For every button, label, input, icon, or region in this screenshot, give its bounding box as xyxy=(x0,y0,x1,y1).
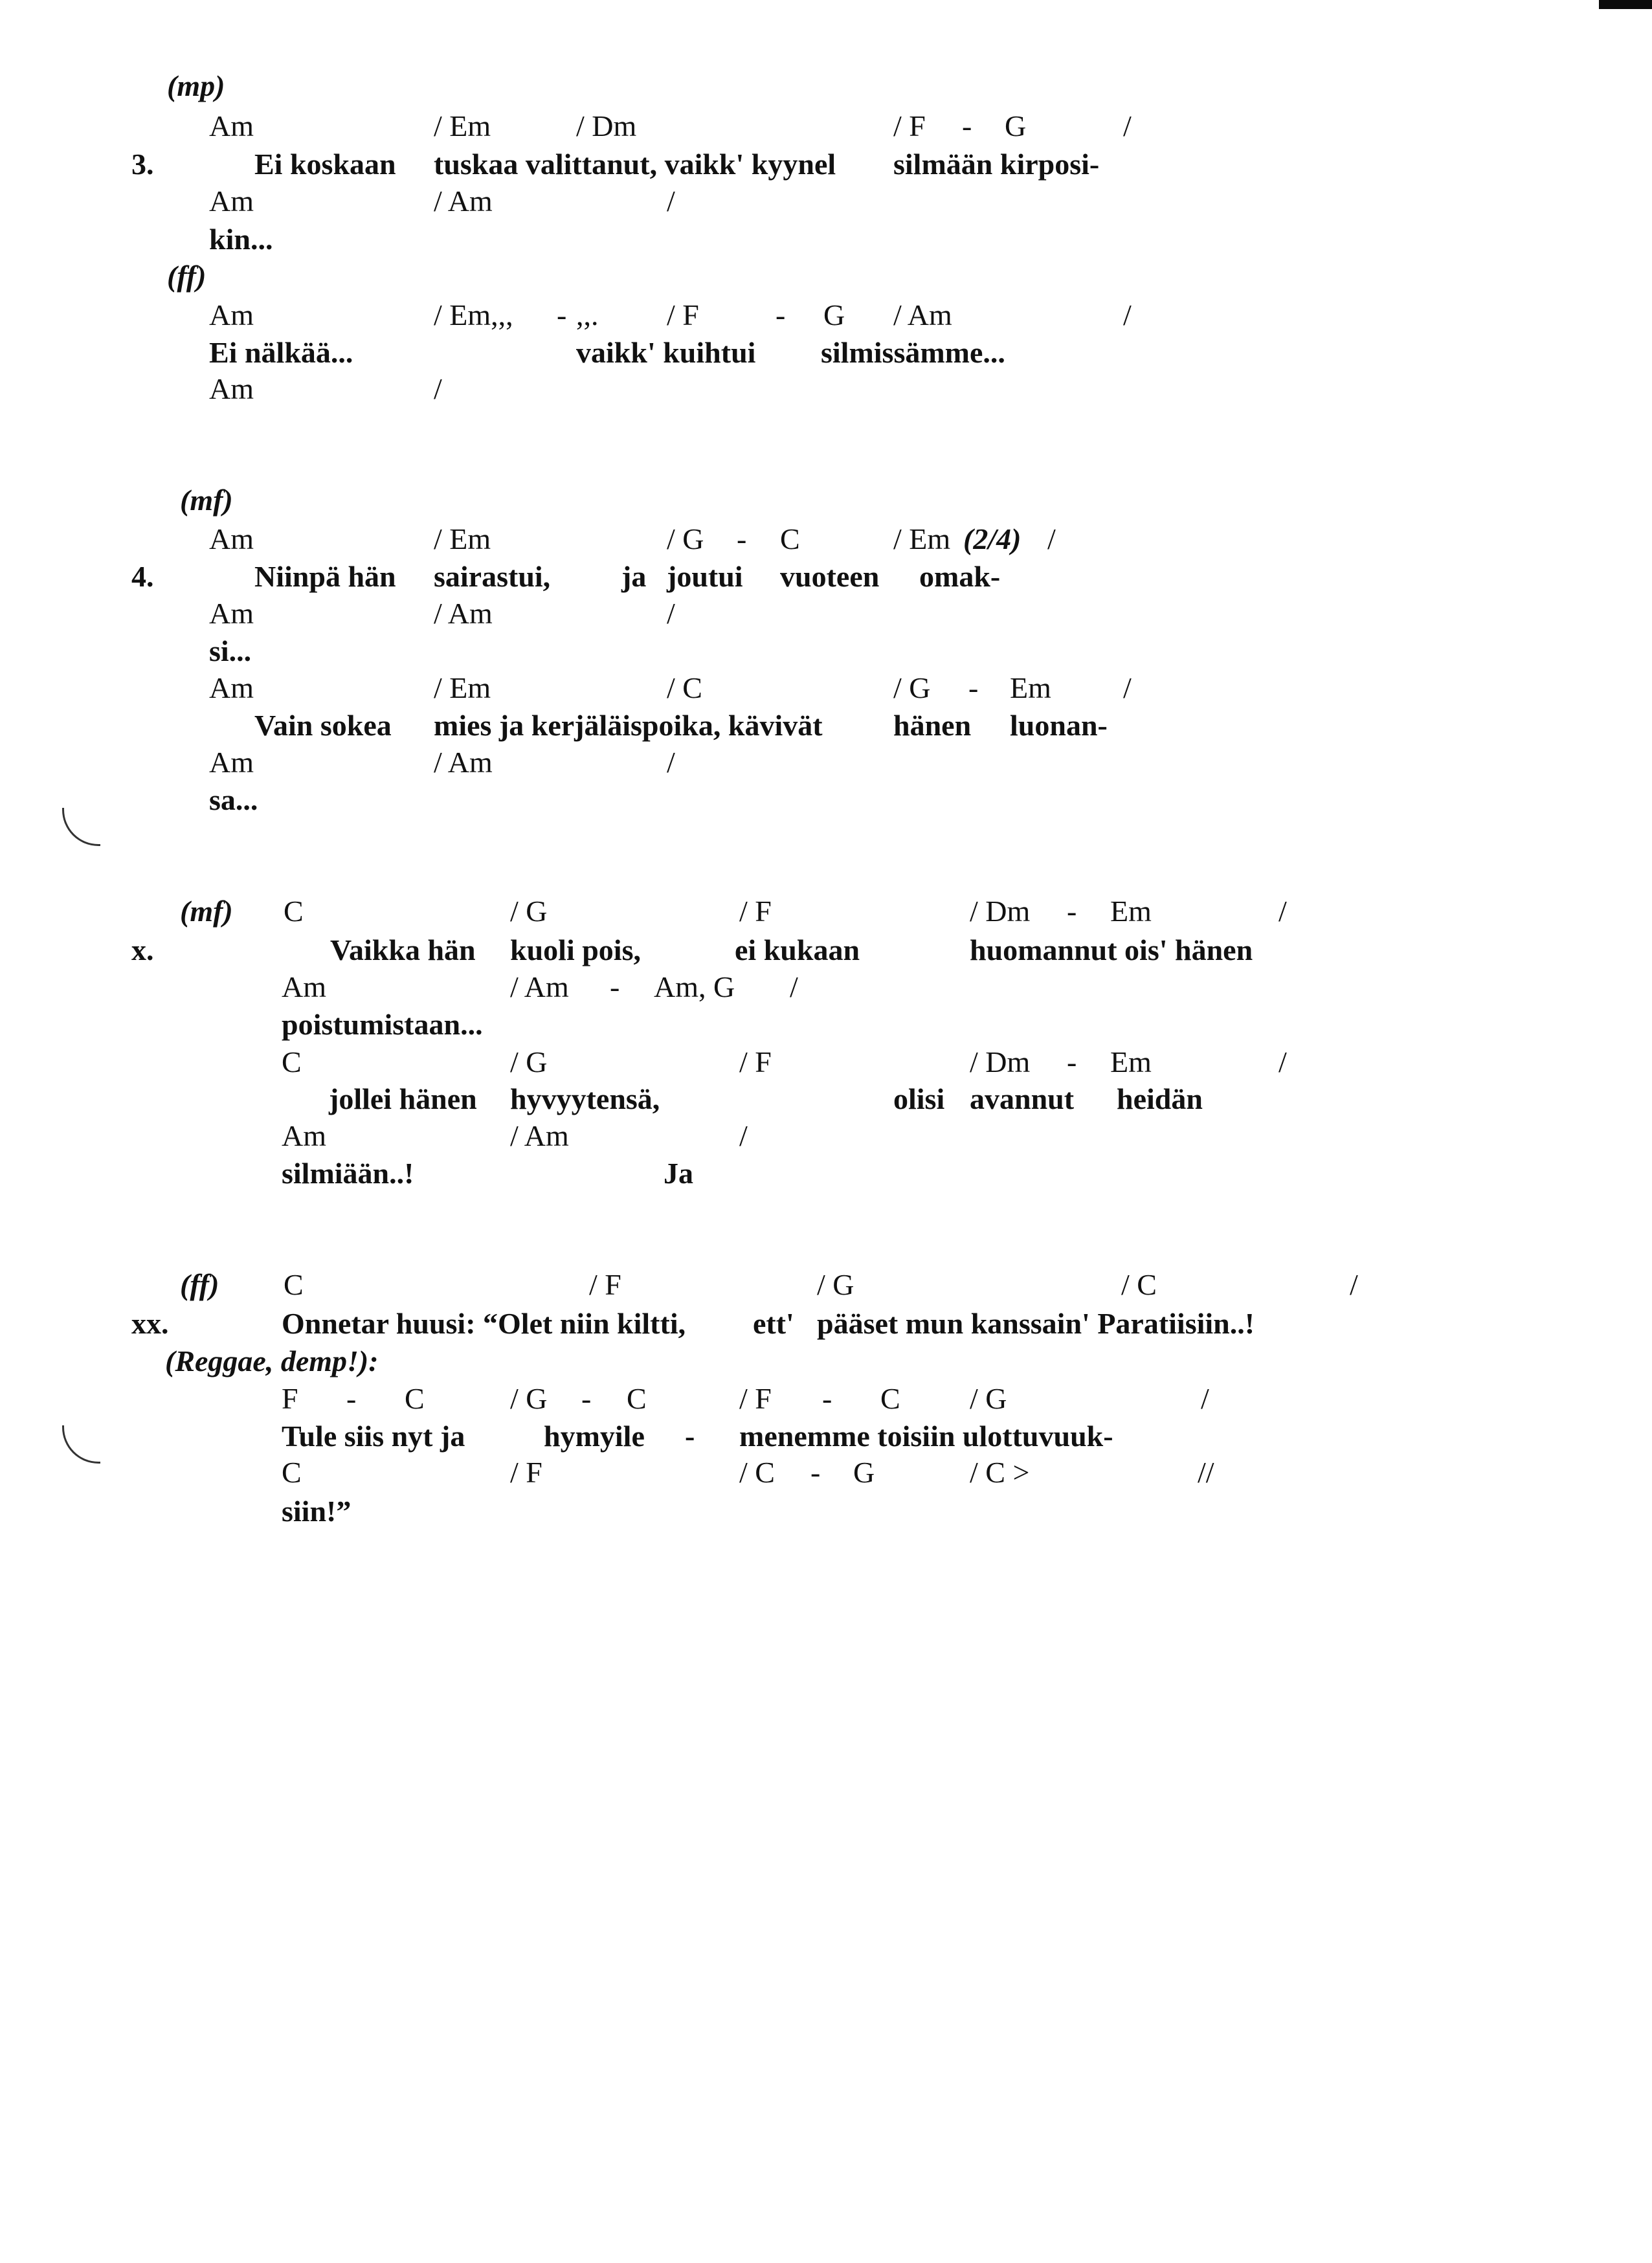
chord: Am xyxy=(209,372,254,405)
chord-dash: - xyxy=(822,1382,832,1415)
lyric: poistumistaan... xyxy=(282,1008,483,1041)
bar-line: / xyxy=(1123,671,1132,704)
chord-dash: - xyxy=(737,522,747,555)
lyric: menemme toisiin ulottuvuuk- xyxy=(739,1420,1113,1453)
lyric: huomannut ois' hänen xyxy=(970,933,1253,966)
chord-dash: - xyxy=(776,298,786,331)
section-label: xx. xyxy=(131,1307,169,1340)
dynamic-mark: (ff) xyxy=(180,1268,219,1301)
lyric: ett' xyxy=(753,1307,794,1340)
lyric: jollei hänen xyxy=(329,1082,477,1115)
chord: Am xyxy=(209,184,254,217)
lyric: avannut xyxy=(970,1082,1075,1115)
punch-hole-mark xyxy=(62,808,100,846)
chord: Am xyxy=(209,671,254,704)
lyric: kin... xyxy=(209,223,273,256)
lyric: Vain sokea xyxy=(254,709,392,742)
chord: / C xyxy=(1121,1268,1157,1301)
chord: G xyxy=(823,298,845,331)
bar-line: / xyxy=(790,970,798,1003)
chord: / G xyxy=(893,671,931,704)
bar-line: / xyxy=(667,746,675,779)
bar-line: / xyxy=(739,1119,748,1152)
chord: / F xyxy=(739,895,772,928)
lyric: Ja xyxy=(664,1157,693,1190)
chord: / C xyxy=(739,1456,775,1489)
chord: / F xyxy=(510,1456,542,1489)
lyric: silmissämme... xyxy=(821,336,1005,369)
lyric: hyvyytensä, xyxy=(510,1082,660,1115)
chord: / Dm xyxy=(970,1045,1031,1078)
chord: / G xyxy=(510,1382,548,1415)
verse-number: 3. xyxy=(131,148,154,181)
chord-dash: - xyxy=(346,1382,357,1415)
chord: Am xyxy=(209,522,254,555)
lyric: omak- xyxy=(919,560,1001,593)
bar-line: / xyxy=(667,184,675,217)
bar-line: / xyxy=(1201,1382,1209,1415)
chord: Em xyxy=(1110,895,1152,928)
lyric: sa... xyxy=(209,783,258,816)
lyric: ei kukaan xyxy=(735,933,860,966)
chord-dash: - xyxy=(1067,1045,1077,1078)
chord-dash: - xyxy=(610,970,620,1003)
chord: / F xyxy=(589,1268,621,1301)
chord: Em xyxy=(1110,1045,1152,1078)
lyric: kuoli pois, xyxy=(510,933,641,966)
chord: / C > xyxy=(970,1456,1030,1489)
chord: / Am xyxy=(434,184,493,217)
chord-dash: - xyxy=(810,1456,821,1489)
lyric: silmään kirposi- xyxy=(893,148,1100,181)
style-instruction: (Reggae, demp!): xyxy=(165,1344,379,1377)
chord: C xyxy=(282,1045,302,1078)
chord: C xyxy=(780,522,800,555)
lyric: sairastui, xyxy=(434,560,551,593)
bar-line: / xyxy=(1350,1268,1358,1301)
chord: Am xyxy=(209,298,254,331)
chord: Am xyxy=(282,1119,326,1152)
bar-line: / xyxy=(1278,895,1287,928)
lyric: vuoteen xyxy=(780,560,880,593)
bar-line: / xyxy=(1123,109,1132,142)
lyric: siin!” xyxy=(282,1495,352,1528)
chord: / F xyxy=(739,1045,772,1078)
dynamic-mark: (ff) xyxy=(167,260,206,293)
chord: / F xyxy=(739,1382,772,1415)
chord: C xyxy=(405,1382,425,1415)
chord: G xyxy=(853,1456,875,1489)
chord: Am xyxy=(209,746,254,779)
chord: C xyxy=(284,1268,304,1301)
lyric: vaikk' kuihtui xyxy=(576,336,756,369)
chord: C xyxy=(880,1382,900,1415)
lyric: silmiään..! xyxy=(282,1157,414,1190)
chord-dash: - xyxy=(1067,895,1077,928)
lyric: Onnetar huusi: “Olet niin kiltti, xyxy=(282,1307,686,1340)
lyric: Tule siis nyt ja xyxy=(282,1420,465,1453)
bar-line: / xyxy=(667,597,675,630)
chord: Am, G xyxy=(654,970,735,1003)
lyric: Niinpä hän xyxy=(254,560,396,593)
chord: / G xyxy=(510,1045,548,1078)
chord: / Em xyxy=(434,522,491,555)
chord: C xyxy=(282,1456,302,1489)
chord: C xyxy=(627,1382,647,1415)
chord-dash: - xyxy=(557,298,567,331)
lyric: hänen xyxy=(893,709,972,742)
chord: / F xyxy=(893,109,926,142)
lyric: Ei nälkää... xyxy=(209,336,353,369)
chord-dash: - xyxy=(968,671,979,704)
chord: / Em xyxy=(434,671,491,704)
dynamic-mark: (mp) xyxy=(167,69,225,102)
chord: / Am xyxy=(434,597,493,630)
chord: / F xyxy=(667,298,699,331)
chord: / Am xyxy=(434,746,493,779)
chord: / G xyxy=(667,522,704,555)
chord-dash: - xyxy=(962,109,972,142)
chord: Am xyxy=(209,597,254,630)
chord-dash: - xyxy=(581,1382,592,1415)
chord: / Em xyxy=(893,522,951,555)
lyric: joutui xyxy=(667,560,743,593)
chord: / Dm xyxy=(576,109,637,142)
dynamic-mark: (mf) xyxy=(180,895,233,928)
chord: / C xyxy=(667,671,702,704)
bar-line: / xyxy=(434,372,442,405)
chord: F xyxy=(282,1382,298,1415)
lyric: Vaikka hän xyxy=(330,933,476,966)
lyric: si... xyxy=(209,634,252,667)
chord: Am xyxy=(209,109,254,142)
lyric: - xyxy=(685,1420,695,1453)
punch-hole-mark xyxy=(62,1425,100,1464)
verse-number: 4. xyxy=(131,560,154,593)
chord: / Am xyxy=(893,298,952,331)
chord-dash: ,,. xyxy=(576,298,599,331)
chord: Em xyxy=(1010,671,1051,704)
chord: / G xyxy=(970,1382,1007,1415)
lyric: hymyile xyxy=(544,1420,645,1453)
chord: Am xyxy=(282,970,326,1003)
bar-line: / xyxy=(1123,298,1132,331)
section-label: x. xyxy=(131,933,154,966)
lyric: pääset mun kanssain' Paratiisiin..! xyxy=(817,1307,1255,1340)
lyric: Ei koskaan xyxy=(254,148,396,181)
chord: / Dm xyxy=(970,895,1031,928)
bar-line: / xyxy=(1047,522,1056,555)
lyric: mies ja kerjäläispoika, kävivät xyxy=(434,709,823,742)
chord: C xyxy=(284,895,304,928)
chord: / Em,,, xyxy=(434,298,513,331)
chord: / G xyxy=(510,895,548,928)
dynamic-mark: (mf) xyxy=(180,484,233,517)
lyric: luonan- xyxy=(1010,709,1108,742)
lyric: heidän xyxy=(1117,1082,1203,1115)
chord: G xyxy=(1005,109,1027,142)
chord: / G xyxy=(817,1268,854,1301)
double-bar-line: // xyxy=(1198,1456,1214,1489)
lyric: tuskaa valittanut, vaikk' kyynel xyxy=(434,148,836,181)
chord: / Am xyxy=(510,1119,569,1152)
time-signature: (2/4) xyxy=(963,522,1021,555)
chord: / Em xyxy=(434,109,491,142)
bar-line: / xyxy=(1278,1045,1287,1078)
scan-edge-mark xyxy=(1599,0,1652,9)
lyric: ja xyxy=(621,560,647,593)
chord: / Am xyxy=(510,970,569,1003)
lyric: olisi xyxy=(893,1082,945,1115)
